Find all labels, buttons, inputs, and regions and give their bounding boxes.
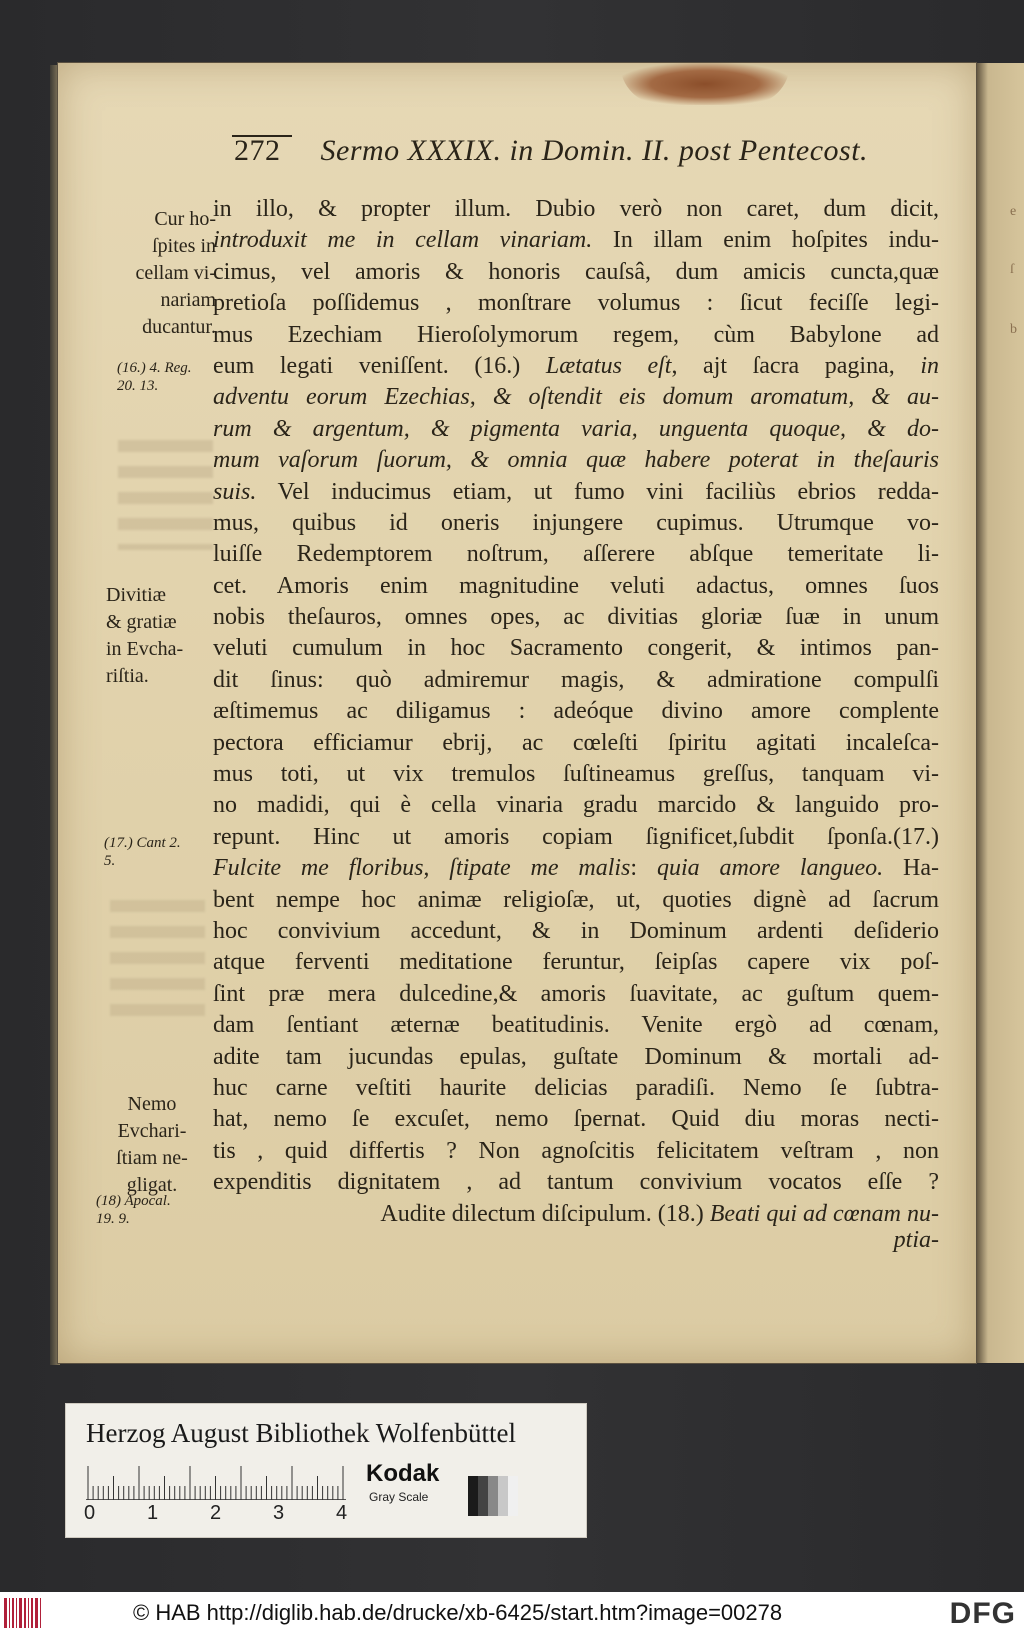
text-run: pectora efficiamur ebrij, ac cœleſti ſpiritu agitati incaleſca- xyxy=(213,729,939,756)
text-line xyxy=(213,445,939,476)
catchword: ptia- xyxy=(893,1227,939,1253)
text-run: cimus, vel amoris & honoris cauſsâ, dum amicis cuncta,quæ xyxy=(213,258,939,285)
facing-page-letter: b xyxy=(1010,322,1017,337)
barcode-bar xyxy=(16,1598,17,1628)
text-run: Vel inducimus etiam, ut fumo vini faciliùs ebrios redda- xyxy=(256,478,939,505)
text-line xyxy=(213,382,939,413)
barcode-bar xyxy=(35,1598,38,1628)
bleed-through xyxy=(118,440,213,550)
marginal-reference-text: (16.) 4. Reg. 20. 13. xyxy=(117,360,192,394)
text-line xyxy=(213,320,939,351)
barcode-bar xyxy=(4,1598,7,1628)
catchword-row xyxy=(213,1225,939,1256)
text-line xyxy=(213,979,939,1010)
marginal-reference-text: (18) Apocal. 19. 9. xyxy=(96,1193,171,1227)
text-line xyxy=(213,665,939,696)
text-run: mus, quibus id oneris injungere cupimus. Utrumque vo- xyxy=(213,509,939,536)
bleed-through xyxy=(110,900,205,1020)
text-run: repunt. Hinc ut amoris copiam ſignificet,ſubdit ſponſa.(17.) xyxy=(213,823,939,850)
text-run: : xyxy=(630,855,657,882)
facing-page-letter: ſ xyxy=(1010,262,1014,277)
text-line xyxy=(213,1010,939,1041)
marginal-reference xyxy=(104,834,214,870)
text-line xyxy=(213,225,939,256)
text-run: no madidi, qui è cella vinaria gradu marcido & languido pro- xyxy=(213,792,939,819)
text-line xyxy=(213,822,939,853)
text-run: eum legati veniſſent. (16.) xyxy=(213,352,546,379)
copyright-url[interactable]: © HAB http://diglib.hab.de/drucke/xb-6425/start.htm?image=00278 xyxy=(133,1600,783,1625)
text-run: luiſſe Redemptorem noſtrum, aſſerere abſque temeritate li- xyxy=(213,541,939,568)
text-run: rum & argentum, & pigmenta varia, unguenta quoque, & do- xyxy=(213,415,939,442)
text-line xyxy=(213,602,939,633)
text-line xyxy=(213,194,939,225)
text-run: pretioſa poſſidemus , monſtrare volumus : ſicut feciſſe legi- xyxy=(213,290,939,317)
text-run: tis , quid differtis ? Non agnoſcitis felicitatem veſtram , non xyxy=(213,1137,939,1164)
text-line xyxy=(213,853,939,884)
ruler-number: 3 xyxy=(273,1502,285,1524)
text-line xyxy=(213,885,939,916)
facing-page-edge xyxy=(976,63,1024,1363)
text-run: introduxit me in cellam vinariam. xyxy=(213,227,593,254)
text-run: ſint præ mera dulcedine,& amoris ſuavitate, ac guſtum quem- xyxy=(213,980,939,1007)
ruler-number: 1 xyxy=(147,1502,159,1524)
text-run: Audite dilectum diſcipulum. (18.) xyxy=(380,1200,710,1227)
text-line xyxy=(213,257,939,288)
text-line xyxy=(213,1073,939,1104)
text-run: , ajt ſacra pagina, xyxy=(671,352,921,379)
text-line xyxy=(213,1167,939,1198)
text-run: Fulcite me floribus, ſtipate me malis xyxy=(213,855,631,882)
marginal-note xyxy=(106,582,216,690)
text-line xyxy=(213,790,939,821)
water-stain xyxy=(620,63,790,105)
marginal-note xyxy=(96,1091,208,1199)
text-line xyxy=(213,1136,939,1167)
text-run: nobis theſauros, omnes opes, ac divitias gloriæ ſuæ in unum xyxy=(213,604,939,631)
text-run: in illo, & propter illum. Dubio verò non caret, dum dicit, xyxy=(213,196,939,222)
text-line xyxy=(213,539,939,570)
barcode-bar xyxy=(9,1598,10,1628)
marginal-reference xyxy=(96,1192,208,1228)
text-line xyxy=(213,728,939,759)
text-line xyxy=(213,759,939,790)
footer-bar xyxy=(0,1592,1024,1633)
barcode-bar xyxy=(12,1598,14,1628)
facing-page-letter: e xyxy=(1010,204,1017,219)
text-line xyxy=(213,696,939,727)
text-run: mum vaſorum ſuorum, & omnia quæ habere poterat in theſauris xyxy=(213,447,939,474)
marginal-note-text: Divitiæ & gratiæ in Evcha- riſtia. xyxy=(106,584,184,687)
text-run: mus Ezechiam Hieroſolymorum regem, cùm Babylone ad xyxy=(213,321,939,348)
ruler-number: 4 xyxy=(336,1502,348,1524)
barcode-bar xyxy=(31,1598,33,1628)
barcode-bar xyxy=(28,1598,29,1628)
text-line xyxy=(213,477,939,508)
text-line xyxy=(213,1104,939,1135)
text-run: æſtimemus ac diligamus : adeóque divino amore complente xyxy=(213,698,939,725)
text-run: expenditis dignitatem , ad tantum convivium vocatos eſſe ? xyxy=(213,1169,939,1196)
text-run: Lætatus eſt xyxy=(545,352,672,379)
marginal-note-text: Cur ho- ſpites in cellam vi- nariam ducantur. xyxy=(135,208,216,338)
barcode-bar xyxy=(24,1598,26,1628)
text-run: hat, nemo ſe excuſet, nemo ſpernat. Quid diu moras necti- xyxy=(213,1106,939,1133)
kodak-subtitle: Gray Scale xyxy=(369,1490,429,1504)
text-run: dit ſinus: quò admiremur magis, & admiratione compulſi xyxy=(213,666,939,693)
text-line xyxy=(213,1042,939,1073)
text-run: atque ferventi meditatione feruntur, ſeipſas capere vix poſ- xyxy=(213,949,939,976)
ruler-numbers xyxy=(84,1502,364,1528)
text-line xyxy=(213,633,939,664)
text-line xyxy=(213,916,939,947)
dfg-logo: DFG xyxy=(949,1597,1016,1630)
body-text xyxy=(213,194,939,1230)
text-run: Beati qui ad cœnam nu- xyxy=(709,1200,939,1227)
text-line xyxy=(213,414,939,445)
running-head xyxy=(234,134,894,170)
text-run: mus toti, ut vix tremulos ſuſtineamus greſſus, tanquam vi- xyxy=(213,761,939,788)
text-run: in xyxy=(920,352,939,379)
barcode-bar xyxy=(40,1598,41,1628)
marginal-reference xyxy=(117,359,217,395)
ruler-number: 0 xyxy=(84,1502,96,1524)
text-line xyxy=(213,508,939,539)
text-run: dam ſentiant æternæ beatitudinis. Venite ergò ad cœnam, xyxy=(213,1012,939,1039)
text-line xyxy=(213,947,939,978)
text-run: Ha- xyxy=(883,855,939,882)
scale-ruler xyxy=(86,1464,346,1500)
barcode-icon xyxy=(4,1598,48,1628)
text-run: adite tam jucundas epulas, guſtate Dominum & mortali ad- xyxy=(213,1043,939,1070)
text-line xyxy=(213,351,939,382)
kodak-logo: Kodak xyxy=(366,1460,440,1487)
text-run: hoc convivium accedunt, & in Dominum ardenti deſiderio xyxy=(213,917,939,944)
running-title: Sermo XXXIX. in Domin. II. post Pentecost. xyxy=(320,134,869,167)
marginal-note xyxy=(112,206,216,341)
text-run: huc carne veſtiti haurite delicias paradiſi. Nemo ſe ſubtra- xyxy=(213,1074,939,1101)
marginal-note-text: Nemo Evchari- ſtiam ne- gligat. xyxy=(116,1093,188,1196)
page-number: 272 xyxy=(234,134,281,167)
text-line xyxy=(213,288,939,319)
institution-label: Herzog August Bibliothek Wolfenbüttel xyxy=(86,1418,517,1448)
marginal-reference-text: (17.) Cant 2. 5. xyxy=(104,835,181,869)
text-run: In illam enim hoſpites indu- xyxy=(592,227,939,254)
text-run: bent nempe hoc animæ religioſæ, ut, quoties dignè ad ſacrum xyxy=(213,886,939,913)
gray-scale-patch xyxy=(468,1476,518,1516)
ruler-number: 2 xyxy=(210,1502,222,1524)
text-run: veluti cumulum in hoc Sacramento congerit, & intimos pan- xyxy=(213,635,939,662)
text-run: adventu eorum Ezechias, & oſtendit eis domum aromatum, & au- xyxy=(213,384,939,411)
color-target-card xyxy=(65,1403,587,1538)
text-line xyxy=(213,571,939,602)
text-run: cet. Amoris enim magnitudine veluti adactus, omnes ſuos xyxy=(213,572,939,599)
barcode-bar xyxy=(19,1598,22,1628)
text-run: suis. xyxy=(213,478,257,505)
text-run: quia amore langueo. xyxy=(656,855,884,882)
